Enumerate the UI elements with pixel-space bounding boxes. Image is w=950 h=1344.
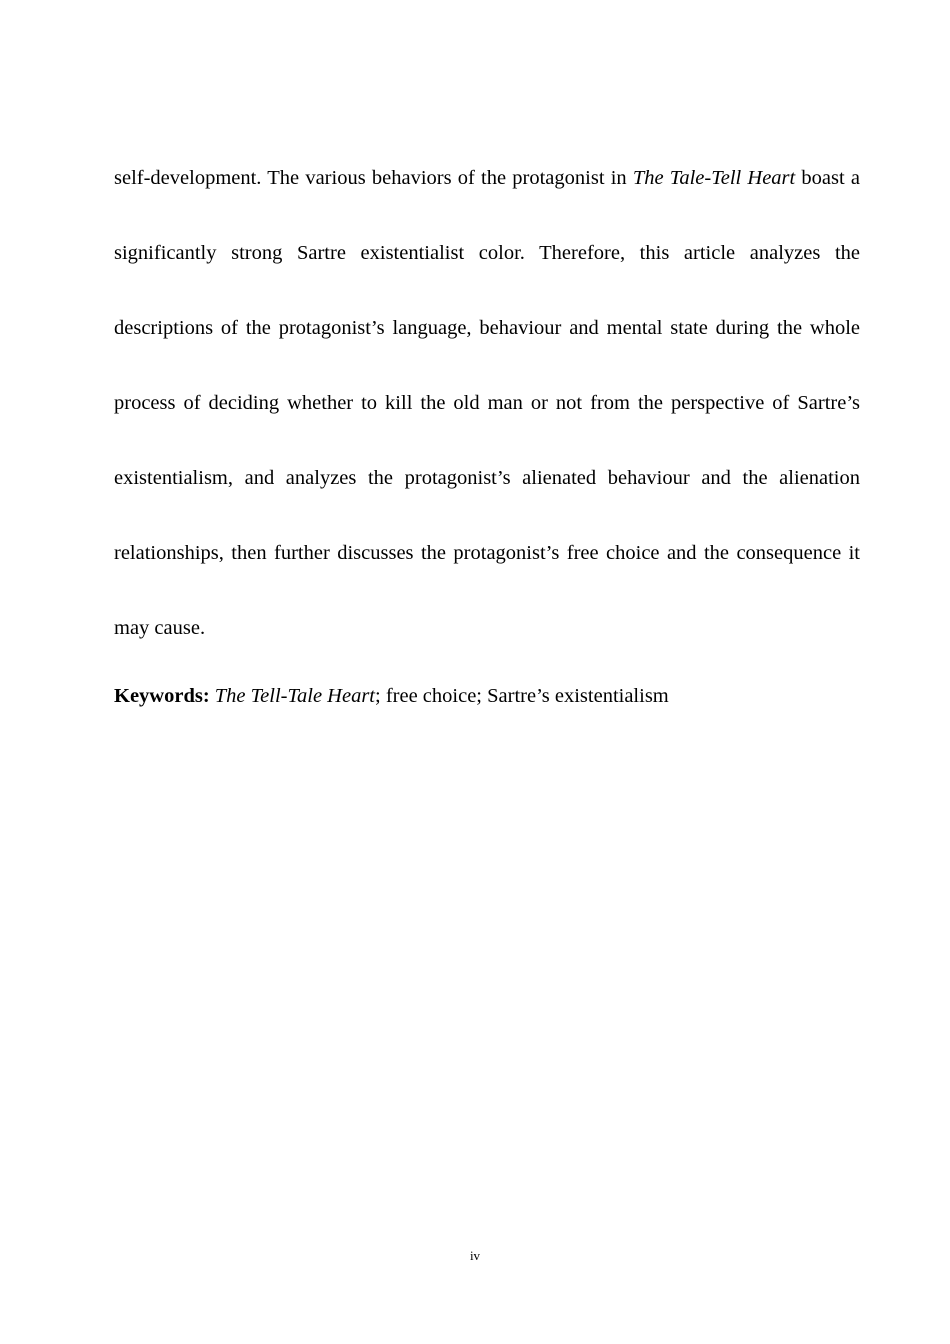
abstract-title-italic: The Tale-Tell Heart [632,167,796,189]
keywords-line [114,680,860,712]
keywords-title-italic: The Tell-Tale Heart [214,685,376,707]
abstract-paragraph [114,141,860,666]
keywords-label: Keywords: [114,685,210,707]
abstract-text-part1: self-development. The various behaviors of the protagonist in [114,167,633,189]
keywords-rest: ; free choice; Sartre’s existentialism [375,685,669,707]
abstract-text-part2: boast a significantly strong Sartre existentialist color. Therefore, this article analyzes the descriptions of the protagonist’s language, behaviour and mental state during the whole process of deciding whether to kill the old man or not from the perspective of Sartre’s existentialism, and analyzes the protagonist’s alienated behaviour and the alienation relationships, then further discusses the protagonist’s free choice and the consequence it may cause. [114,167,860,639]
page-number: iv [469,1248,481,1263]
